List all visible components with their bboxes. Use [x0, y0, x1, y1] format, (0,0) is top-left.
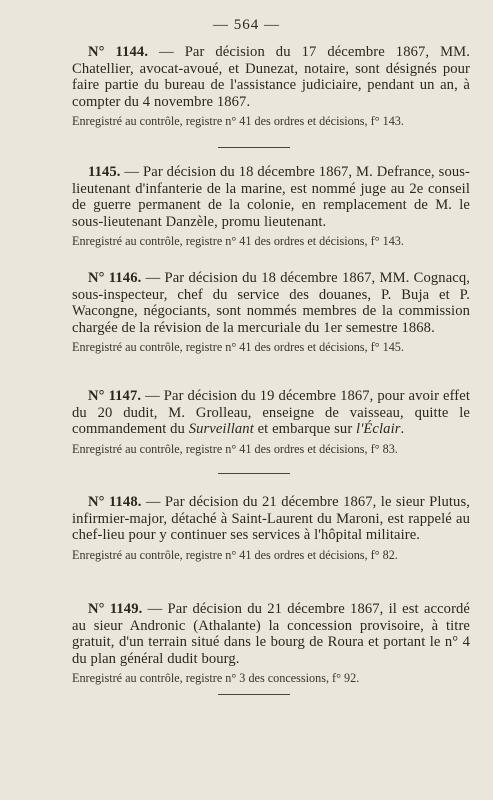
decision-text: 1145. — Par décision du 18 décembre 1867, M. Defrance, sous-lieutenant d'infanterie de la marine, est nommé juge au 2e conseil de guerre permanent de la colonie, en remplacement de M. le sous-lieutenant Danzèle, promu lieutenant. — [72, 164, 470, 230]
ship-name: l'Éclair — [356, 421, 401, 437]
decision-number: N° 1149. — [88, 601, 143, 617]
decision-entry-1149 — [72, 601, 470, 686]
separator-rule — [218, 473, 290, 474]
decision-entry-1148 — [72, 494, 470, 563]
page-number: — 564 — — [213, 17, 280, 33]
decision-text: N° 1144. — Par décision du 17 décembre 1867, MM. Chatellier, avocat-avoué, et Dunezat, notaire, sont désignés pour faire partie du bureau de l'assistance judiciaire, pendant un an, à compter du 4 novembre 1867. — [72, 44, 470, 110]
decision-entry-1145 — [72, 164, 470, 249]
decision-number: N° 1144. — [88, 44, 149, 60]
registration-note: Enregistré au contrôle, registre n° 41 des ordres et décisions, f° 143. — [72, 114, 404, 128]
decision-entry-1144 — [72, 44, 470, 129]
decision-text: N° 1148. — Par décision du 21 décembre 1867, le sieur Plutus, infirmier-major, détaché à Saint-Laurent du Maroni, est rappelé au chef-lieu pour y continuer ses services à l'hôpital militaire. — [72, 494, 470, 543]
registration-note: Enregistré au contrôle, registre n° 3 des concessions, f° 92. — [72, 671, 360, 685]
separator-rule — [218, 694, 290, 695]
registration-note: Enregistré au contrôle, registre n° 41 des ordres et décisions, f° 83. — [72, 441, 398, 456]
decision-entry-1147 — [72, 388, 470, 457]
decision-number: 1145. — [88, 164, 121, 180]
decision-entry-1146 — [72, 270, 470, 355]
decision-number: N° 1147. — [88, 388, 142, 404]
decision-text: N° 1146. — Par décision du 18 décembre 1867, MM. Cognacq, sous-inspecteur, chef du service des douanes, P. Buja et P. Wacongne, négociants, sont nommés membres de la commission chargée de la révision de la mercuriale du 1er semestre 1868. — [72, 270, 470, 336]
decision-text: N° 1149. — Par décision du 21 décembre 1867, il est accordé au sieur Andronic (Athalante) la concession provisoire, à titre gratuit, d'un terrain situé dans le bourg de Roura et portant le n° 4 du plan général dudit bourg. — [72, 601, 471, 667]
decision-text: N° 1147. — Par décision du 19 décembre 1867, pour avoir effet du 20 dudit, M. Grolleau, enseigne de vaisseau, quitte le commandement du Surveillant et embarque sur l'Éclair. — [72, 388, 470, 437]
registration-note: Enregistré au contrôle, registre n° 41 des ordres et décisions, f° 82. — [72, 547, 398, 562]
separator-rule — [218, 147, 290, 148]
decision-number: N° 1148. — [88, 494, 142, 510]
decision-number: N° 1146. — [88, 270, 142, 286]
registration-note: Enregistré au contrôle, registre n° 41 des ordres et décisions, f° 143. — [72, 234, 404, 248]
registration-note: Enregistré au contrôle, registre n° 41 des ordres et décisions, f° 145. — [72, 340, 404, 354]
ship-name: Surveillant — [188, 421, 254, 437]
